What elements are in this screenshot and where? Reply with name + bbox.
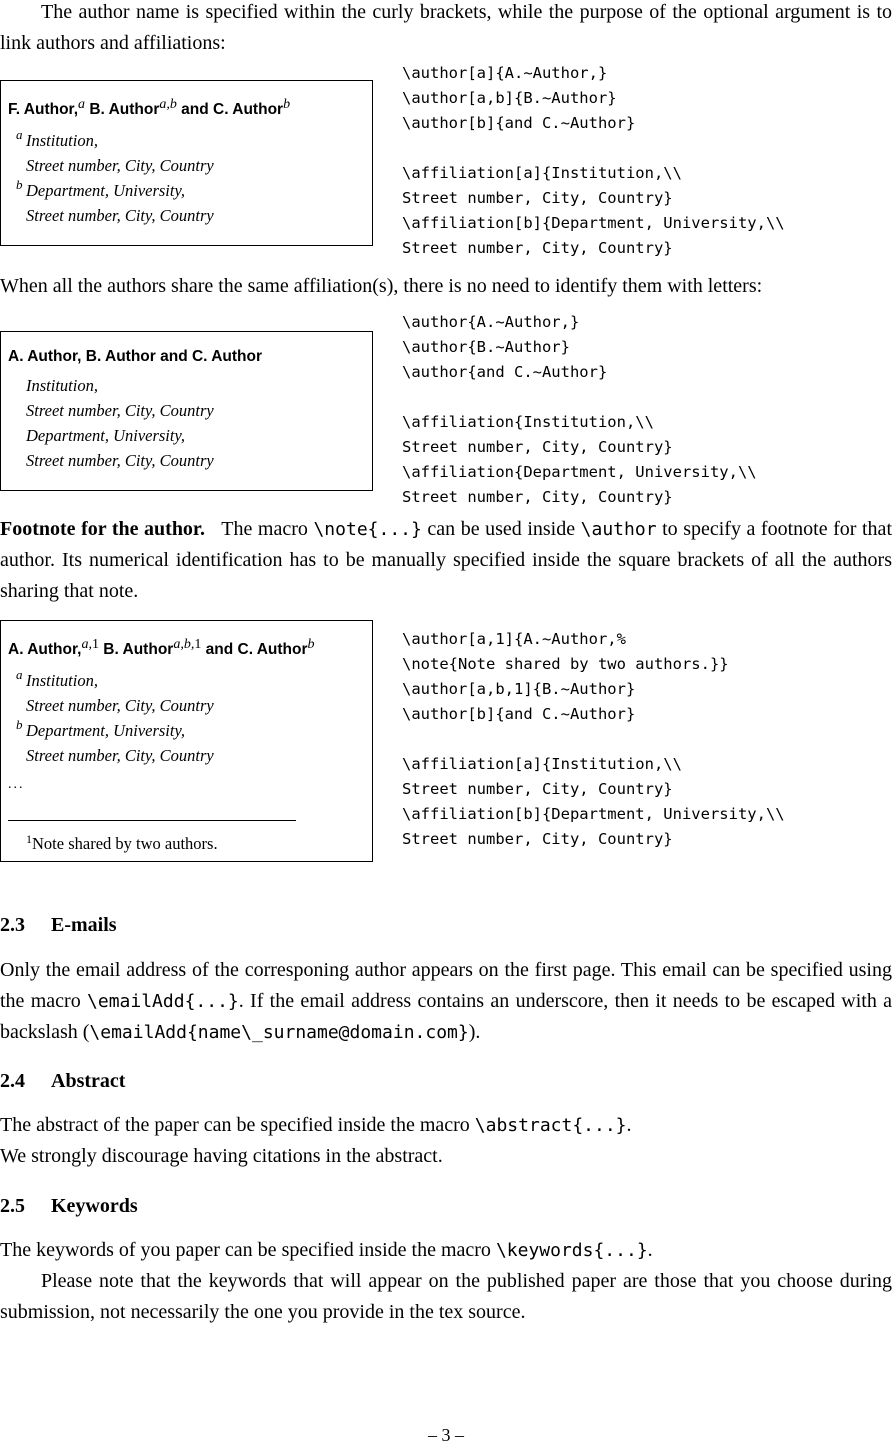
section-heading-keywords: 2.5 Keywords xyxy=(0,1195,138,1217)
emailadd-macro: \emailAdd{...} xyxy=(87,991,239,1012)
example2-aff1-line2: Street number, City, Country xyxy=(26,401,214,420)
example1-code: \author[a]{A.~Author,} \author[a,b]{B.~Author} \author[b]{and C.~Author} \affiliation[a]{Institution,\\ Street number, City, Country} \affiliation[b]{Department, University,\\ Street number, City, Country} xyxy=(402,64,785,257)
example3-aff2-line2: Street number, City, Country xyxy=(26,746,214,765)
author-macro: \author xyxy=(580,519,657,540)
example1-aff1-line1: Institution, xyxy=(26,131,98,150)
emailadd-example: \emailAdd{name\_surname@domain.com} xyxy=(89,1022,469,1043)
example3-authors: A. Author,$^{a,1}$ B. Author$^{a,b,1}$ and C. Author$^b$ xyxy=(8,637,315,658)
example3-code: \author[a,1]{A.~Author,% \note{Note shared by two authors.}} \author[a,b,1]{B.~Author} \author[b]{and C.~Author} \affiliation[a]{Institution,\\ Street number, City, Country} \affiliation[b]{Department, University,\\ Street number, City, Country} xyxy=(402,630,785,848)
example2-authors: A. Author, B. Author and C. Author xyxy=(8,348,262,365)
note-macro: \note{...} xyxy=(313,519,422,540)
example2-aff2-line1: Department, University, xyxy=(26,426,186,445)
example3-aff2-line1: Department, University, xyxy=(26,721,186,740)
keywords-note-paragraph: Please note that the keywords that will appear on the published paper are those that you choose during submission, not necessarily the one you provide in the tex source. xyxy=(0,1270,892,1323)
abstract-paragraph: The abstract of the paper can be specified inside the macro \abstract{...}. We strongly discourage having citations in the abstract. xyxy=(0,1114,632,1167)
example1-mark-a: a xyxy=(16,127,23,142)
keywords-paragraph: The keywords of you paper can be specified inside the macro \keywords{...}. xyxy=(0,1239,653,1261)
example3-aff1-line1: Institution, xyxy=(26,671,98,690)
keywords-macro: \keywords{...} xyxy=(495,1240,648,1261)
footnote-rule xyxy=(8,820,296,821)
example1-aff1-line2: Street number, City, Country xyxy=(26,156,214,175)
example1-aff2-line1: Department, University, xyxy=(26,181,186,200)
example3-mark-a: a xyxy=(16,667,23,682)
example1-aff2-line2: Street number, City, Country xyxy=(26,206,214,225)
example2-aff2-line2: Street number, City, Country xyxy=(26,451,214,470)
section-heading-abstract: 2.4 Abstract xyxy=(0,1070,126,1092)
example1-box xyxy=(0,80,373,246)
example3-ellipsis: ... xyxy=(8,777,25,792)
example1-mark-b: b xyxy=(16,177,23,192)
example3-aff1-line2: Street number, City, Country xyxy=(26,696,214,715)
page-number: – 3 – xyxy=(428,1425,464,1445)
example2-aff1-line1: Institution, xyxy=(26,376,98,395)
intro-paragraph: The author name is specified within the curly brackets, while the purpose of the optional argument is to link authors and affiliations: xyxy=(0,1,892,54)
footnote-paragraph: Footnote for the author. The macro \note{...} can be used inside \author to specify a footnote for that author. Its numerical identification has to be manually specified inside the square brackets of all the authors sharing that note. xyxy=(0,518,892,602)
abstract-macro: \abstract{...} xyxy=(474,1115,627,1136)
example3-mark-b: b xyxy=(16,717,23,732)
footnote-runin-heading: Footnote for the author. xyxy=(0,518,205,540)
example1-authors: F. Author,$^a$ B. Author$^{a,b}$ and C. Author$^b$ xyxy=(8,97,291,118)
example2-code: \author{A.~Author,} \author{B.~Author} \author{and C.~Author} \affiliation{Institution,\\ Street number, City, Country} \affiliation{Department, University,\\ Street number, City, Country} xyxy=(402,313,757,506)
section-heading-emails: 2.3 E-mails xyxy=(0,914,117,936)
example3-footnote: $^1$Note shared by two authors. xyxy=(26,832,218,853)
shared-affiliation-paragraph: When all the authors share the same affiliation(s), there is no need to identify them with letters: xyxy=(0,275,763,297)
emails-paragraph: Only the email address of the corresponing author appears on the first page. This email can be specified using the macro \emailAdd{...}. If the email address contains an underscore, then it needs to be escaped with a backslash (\emailAdd{name\_surname@domain.com}). xyxy=(0,959,892,1043)
example3-box xyxy=(0,620,373,862)
example2-box xyxy=(0,331,373,491)
